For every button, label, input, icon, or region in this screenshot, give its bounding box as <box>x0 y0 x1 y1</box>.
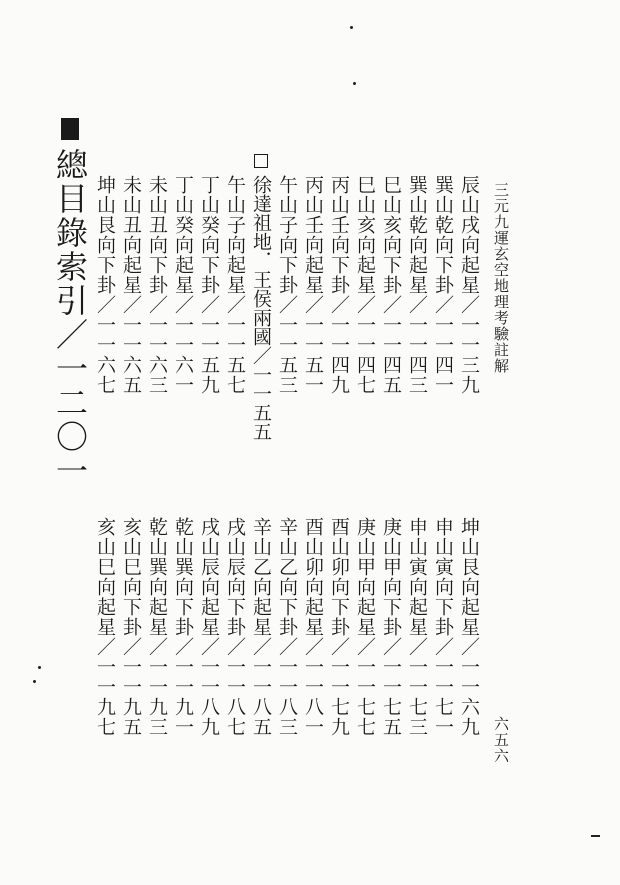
index-entry: 丁山癸向下卦／一一五九 <box>198 175 220 395</box>
index-entry: 亥山巳向下卦／一一九五 <box>120 517 142 737</box>
index-entry-highlight: 徐達祖地．王侯兩國／一一五五 <box>250 175 272 441</box>
index-entry: 丙山壬向下卦／一一四九 <box>328 175 350 395</box>
index-entry: 坤山艮向下卦／一一六七 <box>94 175 116 395</box>
index-entry: 乾山巽向起星／一一九三 <box>146 517 168 737</box>
index-entry: 申山寅向下卦／一一七一 <box>432 517 454 737</box>
index-entry: 申山寅向起星／一一七三 <box>406 517 428 737</box>
page-number: 六五六 <box>492 716 510 764</box>
scan-speck <box>350 26 353 29</box>
entry-marker-box <box>254 154 268 168</box>
index-entry: 庚山甲向下卦／一一七五 <box>380 517 402 737</box>
index-entry: 午山子向下卦／一一五三 <box>276 175 298 395</box>
scan-speck <box>33 680 36 683</box>
index-entry: 巳山亥向起星／一一四七 <box>354 175 376 395</box>
index-entry: 戌山辰向起星／一一八九 <box>198 517 220 737</box>
index-entry: 辰山戌向起星／一一三九 <box>458 175 480 395</box>
scan-speck <box>353 82 356 85</box>
index-entry: 庚山甲向起星／一一七七 <box>354 517 376 737</box>
index-entry: 午山子向起星／一一五七 <box>224 175 246 395</box>
index-entry: 巽山乾向下卦／一一四一 <box>432 175 454 395</box>
index-entry: 酉山卯向起星／一一八一 <box>302 517 324 737</box>
section-marker-block <box>61 118 79 140</box>
book-title: 三元九運玄空地理考驗註解 <box>492 182 510 374</box>
index-entry: 丁山癸向起星／一一六一 <box>172 175 194 395</box>
index-entry: 巽山乾向起星／一一四三 <box>406 175 428 395</box>
margin-mark <box>591 835 600 837</box>
index-entry: 坤山艮向起星／一一六九 <box>458 517 480 737</box>
index-entry: 亥山巳向起星／一一九七 <box>94 517 116 737</box>
index-entry: 辛山乙向下卦／一一八三 <box>276 517 298 737</box>
index-entry: 乾山巽向下卦／一一九一 <box>172 517 194 737</box>
index-entry: 酉山卯向下卦／一一七九 <box>328 517 350 737</box>
index-entry: 未山丑向下卦／一一六三 <box>146 175 168 395</box>
index-entry: 巳山亥向下卦／一一四五 <box>380 175 402 395</box>
section-title: 總目錄索引／一二〇一 <box>51 148 89 488</box>
index-entry: 丙山壬向起星／一一五一 <box>302 175 324 395</box>
index-entry: 未山丑向起星／一一六五 <box>120 175 142 395</box>
index-entry: 戌山辰向下卦／一一八七 <box>224 517 246 737</box>
index-entry: 辛山乙向起星／一一八五 <box>250 517 272 737</box>
scan-speck <box>38 666 41 669</box>
